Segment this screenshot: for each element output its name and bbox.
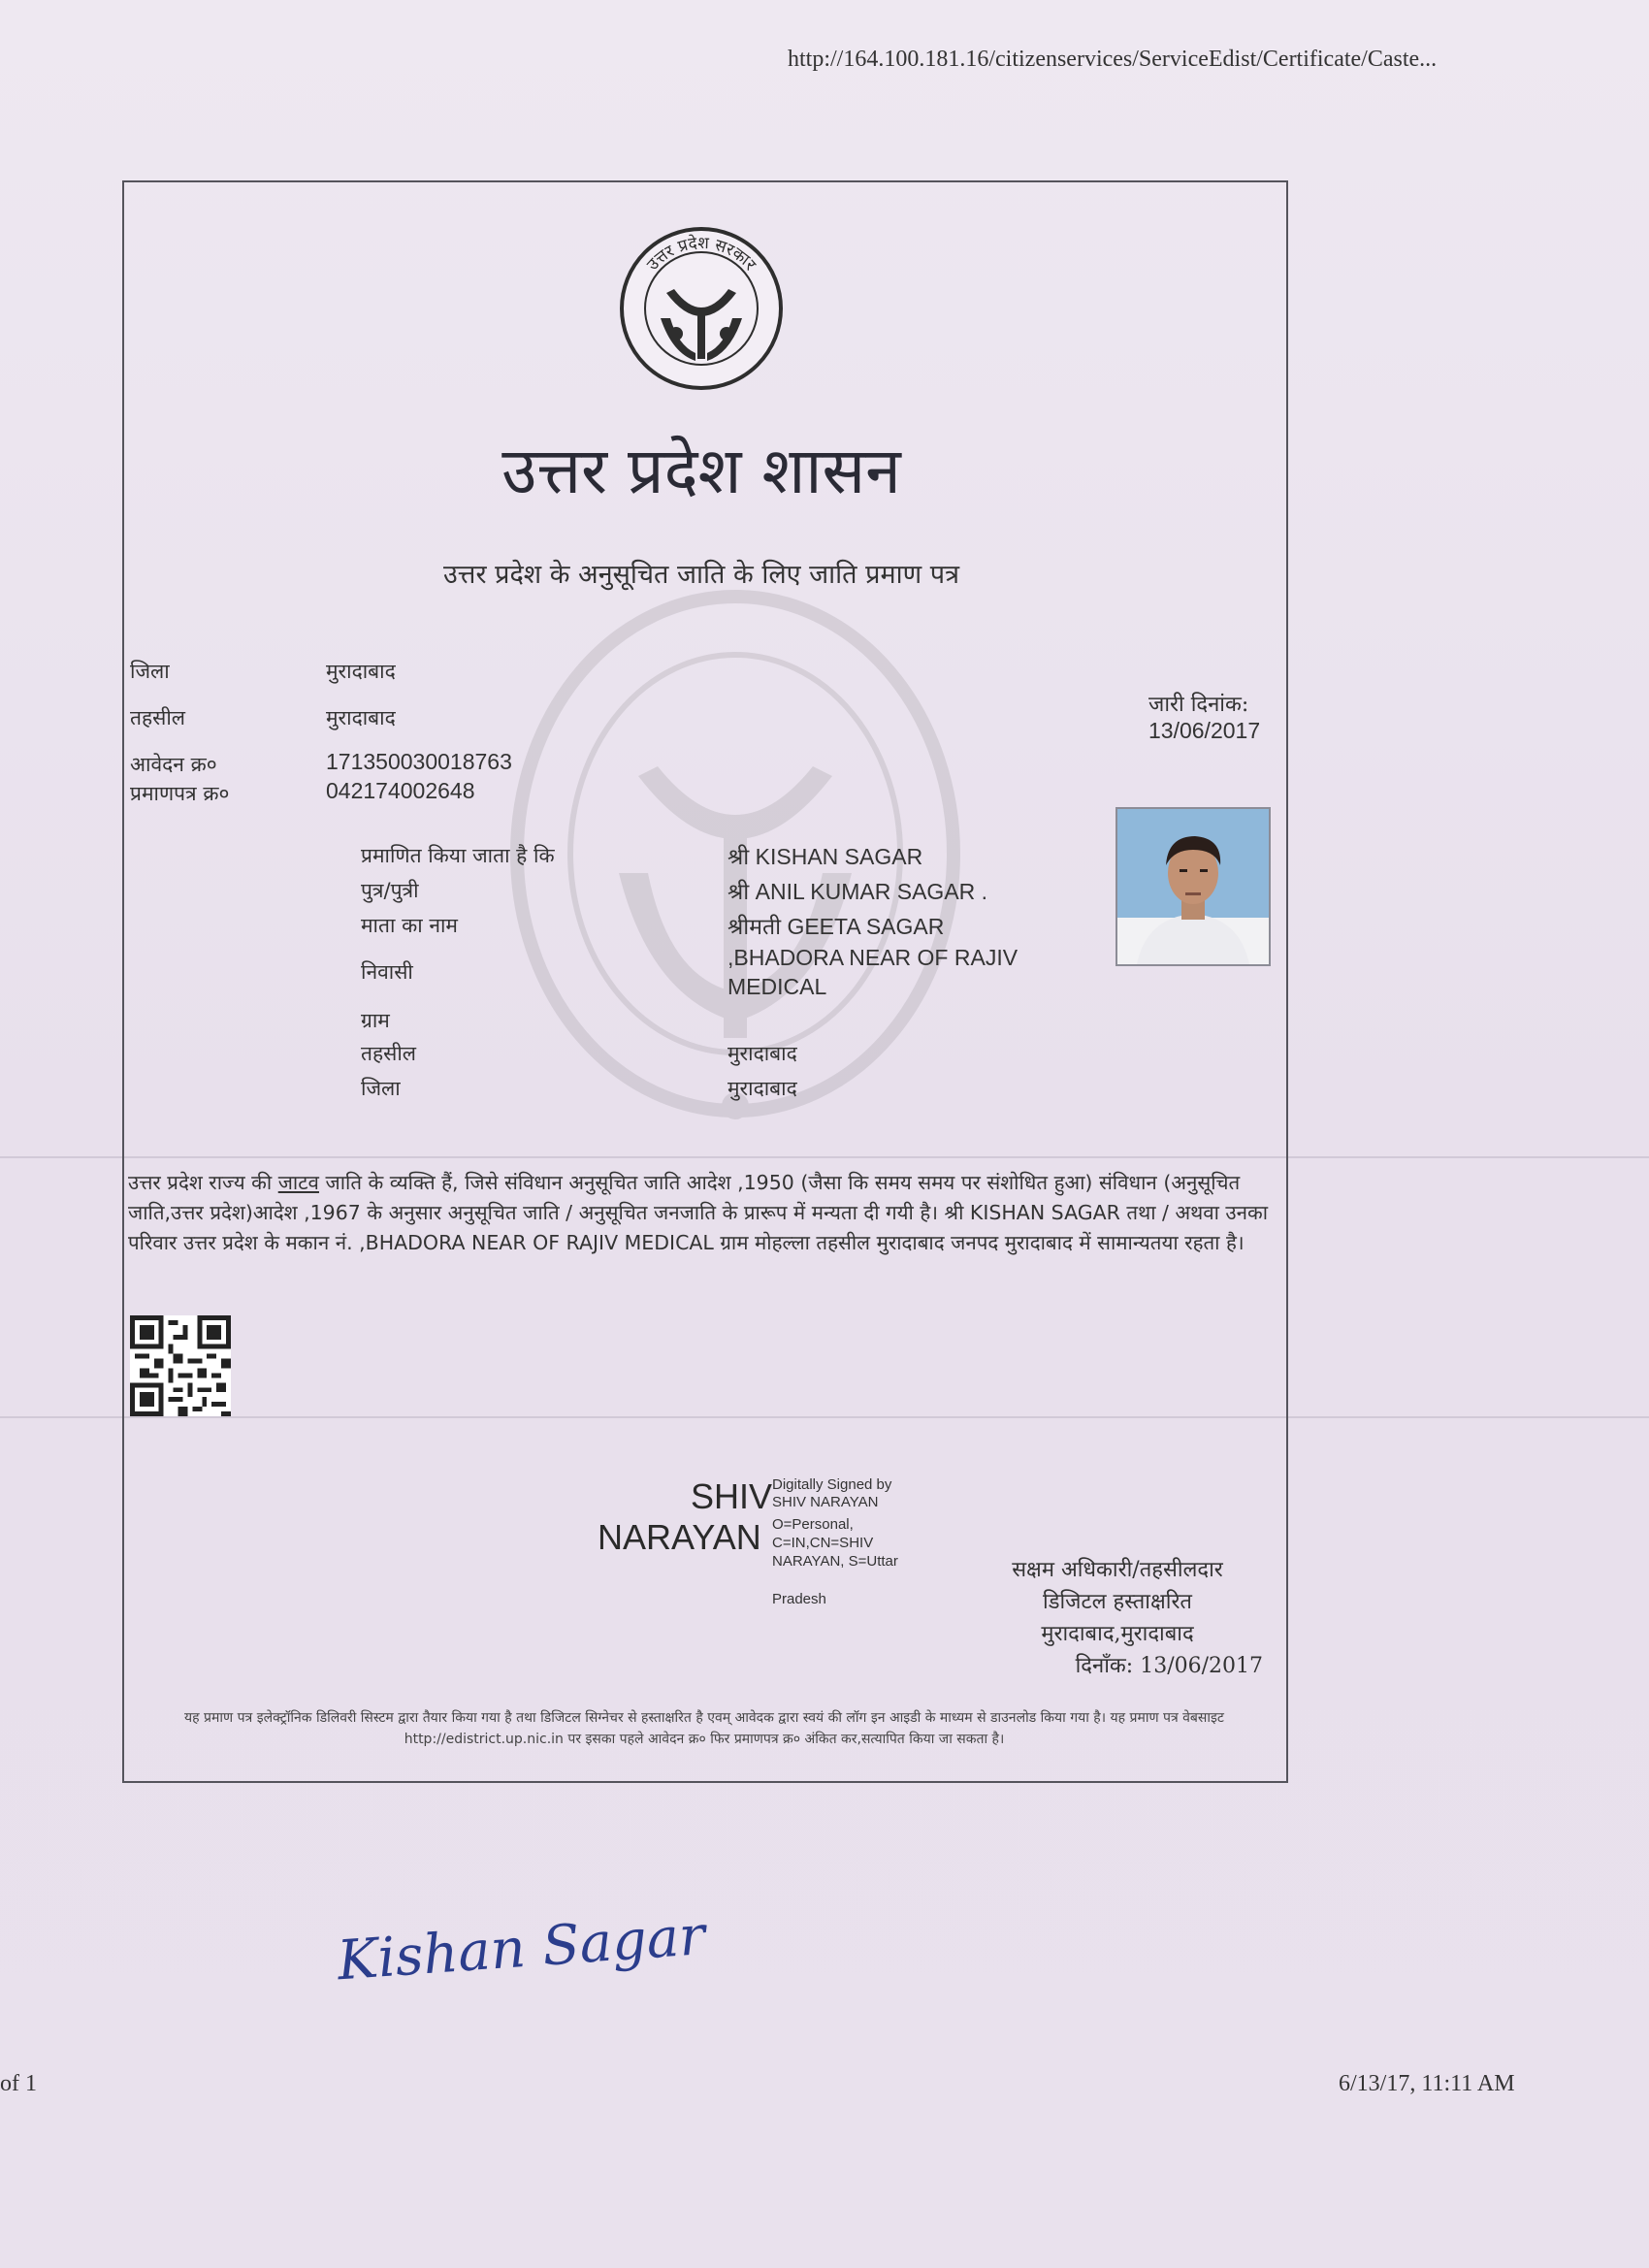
- tehsil-value: मुरादाबाद: [326, 706, 396, 729]
- application-number-label: आवेदन क्र०: [130, 753, 217, 776]
- village-label: ग्राम: [361, 1009, 390, 1032]
- certificate-subtitle: उत्तर प्रदेश के अनुसूचित जाति के लिए जाति प्रमाण पत्र: [443, 560, 959, 590]
- issue-date-value: 13/06/2017: [1148, 718, 1261, 743]
- officer-sign-date: दिनाँक: 13/06/2017: [1075, 1654, 1263, 1678]
- certified-name-value: श्री KISHAN SAGAR: [728, 844, 923, 869]
- mother-name-value: श्रीमती GEETA SAGAR: [728, 914, 945, 939]
- handwritten-signature-text: Kishan Sagar: [335, 1904, 707, 1993]
- certificate-number-value: 042174002648: [326, 778, 475, 803]
- resident-label: निवासी: [361, 960, 413, 984]
- child-of-label: पुत्र/पुत्री: [361, 879, 419, 902]
- detail-tehsil-label: तहसील: [361, 1042, 416, 1065]
- certified-label: प्रमाणित किया जाता है कि: [361, 844, 555, 867]
- certificate-statement: [128, 1168, 1278, 1258]
- officer-digital-signed: डिजिटल हस्ताक्षरित: [1043, 1590, 1192, 1614]
- verification-footnote: यह प्रमाण पत्र इलेक्ट्रॉनिक डिलिवरी सिस्टम द्वारा तैयार किया गया है तथा डिजिटल सिग्नेचर से हस्ताक्षरित है एवम् आवेदक द्वारा स्वयं की लॉग इन आइडी के माध्यम से डाउनलोड किया गया है। यह प्रमाण पत्र वेबसाइट http://edistrict.up.nic.in पर इसका पहले आवेदन क्र० फिर प्रमाणपत्र क्र० अंकित कर,सत्यापित किया जा सकता है।: [184, 1710, 1224, 1747]
- signer-name-line1: SHIV: [691, 1476, 773, 1516]
- print-timestamp: 6/13/17, 11:11 AM: [1339, 2071, 1515, 2096]
- tehsil-label: तहसील: [130, 706, 185, 729]
- resident-address-line1: ,BHADORA NEAR OF RAJIV: [728, 945, 1018, 970]
- signature-info-4: C=IN,CN=SHIV: [772, 1535, 874, 1551]
- detail-district-label: जिला: [361, 1077, 401, 1100]
- officer-designation: सक्षम अधिकारी/तहसीलदार: [1012, 1558, 1223, 1582]
- applicant-photo: [1116, 807, 1271, 966]
- issue-date-label: जारी दिनांक:: [1148, 693, 1249, 717]
- seal-text: उत्तर प्रदेश सरकार: [643, 233, 760, 275]
- district-label: जिला: [130, 660, 170, 683]
- officer-block: [972, 1554, 1263, 1682]
- signer-name-line2: NARAYAN: [598, 1517, 761, 1557]
- application-number-value: 171350030018763: [326, 749, 512, 774]
- signature-info-2: SHIV NARAYAN: [772, 1494, 879, 1510]
- statement-part2: जाति के व्यक्ति हैं, जिसे संविधान अनुसूचित जाति आदेश ,1950 (जैसा कि समय समय पर संशोधित हुआ) संविधान (अनुसूचित जाति,उत्तर प्रदेश)आदेश ,1967 के अनुसार अनुसूचित जाति / अनुसूचित जनजाति के प्रारूप में मन्यता दी गयी है। श्री KISHAN SAGAR तथा / अथवा उनका परिवार उत्तर प्रदेश के मकान नं. ,BHADORA NEAR OF RAJIV MEDICAL ग्राम मोहल्ला तहसील मुरादाबाद जनपद मुरादाबाद में सामान्यतया रहता है।: [128, 1171, 1269, 1254]
- officer-location: मुरादाबाद,मुरादाबाद: [1041, 1622, 1194, 1646]
- page-count: of 1: [0, 2071, 37, 2096]
- up-government-seal-icon: [618, 225, 785, 392]
- signature-info-1: Digitally Signed by: [772, 1476, 892, 1493]
- mother-name-label: माता का नाम: [361, 914, 458, 937]
- applicant-portrait-icon: [1117, 809, 1269, 964]
- district-value: मुरादाबाद: [326, 660, 396, 683]
- signature-info-6: Pradesh: [772, 1591, 826, 1607]
- resident-address-line2: MEDICAL: [728, 974, 827, 999]
- signature-info-3: O=Personal,: [772, 1516, 854, 1533]
- statement-part1: उत्तर प्रदेश राज्य की: [128, 1171, 278, 1194]
- page-title: उत्तर प्रदेश शासन: [501, 434, 901, 508]
- handwritten-signature: [330, 1896, 737, 2023]
- qr-code-icon: [130, 1315, 231, 1416]
- detail-tehsil-value: मुरादाबाद: [728, 1042, 797, 1065]
- browser-print-url: http://164.100.181.16/citizenservices/ServiceEdist/Certificate/Caste...: [788, 47, 1438, 72]
- detail-district-value: मुरादाबाद: [728, 1077, 797, 1100]
- certificate-number-label: प्रमाणपत्र क्र०: [130, 782, 230, 805]
- caste-name: जाटव: [277, 1171, 319, 1194]
- father-name-value: श्री ANIL KUMAR SAGAR .: [728, 879, 988, 904]
- signature-info-5: NARAYAN, S=Uttar: [772, 1553, 898, 1570]
